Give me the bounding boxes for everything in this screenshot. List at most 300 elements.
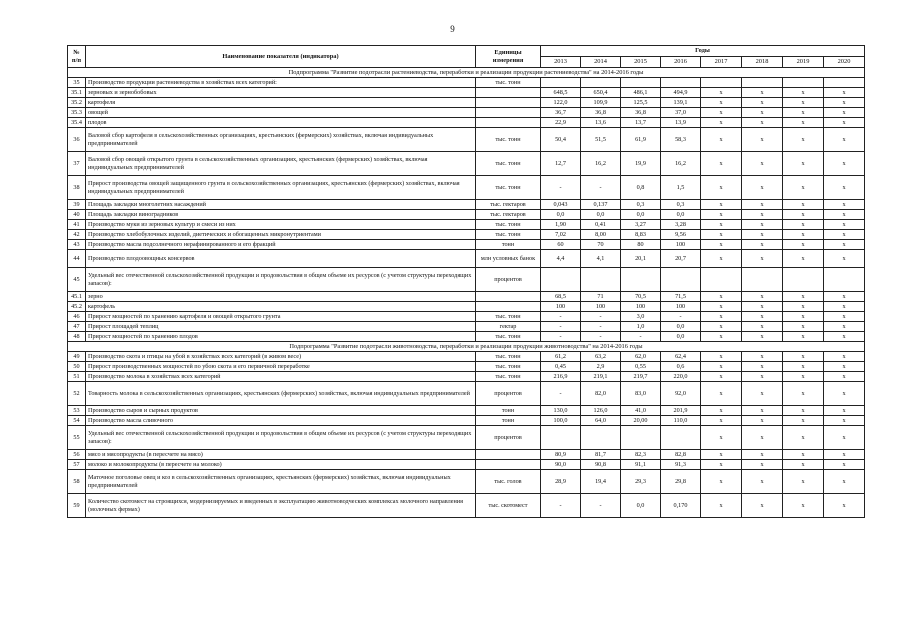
value-cell: 62,4 [661,352,701,362]
value-cell: x [742,372,783,382]
value-cell [783,78,824,88]
header-year: 2015 [621,57,661,68]
value-cell: 41,0 [621,406,661,416]
value-cell: 36,7 [541,108,581,118]
value-cell: x [824,362,865,372]
value-cell: 219,7 [621,372,661,382]
value-cell: x [783,352,824,362]
indicator-name: Производство муки из зерновых культур и смеси из них [86,220,476,230]
indicator-name: Производство продукции растениеводства в хозяйствах всех категорий: [86,78,476,88]
value-cell: 20,7 [661,250,701,268]
value-cell: 0,6 [661,362,701,372]
value-cell: 0,137 [581,200,621,210]
value-cell: x [701,200,742,210]
value-cell: 28,9 [541,470,581,494]
value-cell: 60 [541,240,581,250]
value-cell: x [824,470,865,494]
value-cell [742,78,783,88]
unit-cell [476,460,541,470]
value-cell: 126,0 [581,406,621,416]
unit-cell: тонн [476,406,541,416]
table-row [68,322,865,332]
indicator-name: Площадь закладки виноградников [86,210,476,220]
value-cell: x [824,332,865,342]
value-cell: 71,5 [661,292,701,302]
value-cell: - [541,176,581,200]
value-cell [541,78,581,88]
value-cell: 0,043 [541,200,581,210]
value-cell [661,268,701,292]
value-cell: x [701,152,742,176]
value-cell: x [701,220,742,230]
value-cell: - [661,312,701,322]
unit-cell: тыс. гектаров [476,210,541,220]
value-cell: 36,8 [581,108,621,118]
value-cell: 0,55 [621,362,661,372]
row-number: 50 [68,362,86,372]
value-cell: 110,0 [661,416,701,426]
header-year: 2017 [701,57,742,68]
value-cell: x [824,322,865,332]
row-number: 45.1 [68,292,86,302]
value-cell: x [742,352,783,362]
value-cell: 19,9 [621,152,661,176]
value-cell: 8,83 [621,230,661,240]
value-cell: - [621,332,661,342]
row-number: 57 [68,460,86,470]
table-row [68,372,865,382]
row-number: 52 [68,382,86,406]
value-cell: 100,0 [541,416,581,426]
unit-cell: тыс. тонн [476,332,541,342]
value-cell: x [701,240,742,250]
value-cell: x [701,460,742,470]
value-cell: 61,2 [541,352,581,362]
row-number: 55 [68,426,86,450]
value-cell: x [742,98,783,108]
indicator-name: Производство сыров и сырных продуктов [86,406,476,416]
value-cell: x [783,450,824,460]
value-cell: 29,8 [661,470,701,494]
table-row [68,108,865,118]
unit-cell: тыс. тонн [476,372,541,382]
row-number: 40 [68,210,86,220]
value-cell: x [742,152,783,176]
value-cell: 8,00 [581,230,621,240]
unit-cell [476,108,541,118]
value-cell: - [581,332,621,342]
value-cell: 100 [621,302,661,312]
value-cell: 100 [541,302,581,312]
row-number: 56 [68,450,86,460]
value-cell: x [701,88,742,98]
table-row [68,494,865,518]
value-cell: - [541,322,581,332]
unit-cell: млн условных банок [476,250,541,268]
value-cell: x [783,108,824,118]
value-cell: x [701,416,742,426]
table-row [68,78,865,88]
value-cell: 58,3 [661,128,701,152]
value-cell: x [701,372,742,382]
indicator-name: Площадь закладки многолетних насаждений [86,200,476,210]
value-cell: 0,45 [541,362,581,372]
value-cell: 0,0 [661,332,701,342]
value-cell: 20,00 [621,416,661,426]
value-cell: x [742,200,783,210]
table-row [68,240,865,250]
table-row [68,450,865,460]
row-number: 47 [68,322,86,332]
unit-cell: тыс. тонн [476,362,541,372]
value-cell: x [742,292,783,302]
unit-cell [476,98,541,108]
section-row [68,342,865,352]
header-year: 2018 [742,57,783,68]
indicator-name: плодов [86,118,476,128]
value-cell: 83,0 [621,382,661,406]
value-cell: x [701,128,742,152]
unit-cell: тыс. тонн [476,230,541,240]
value-cell: 37,0 [661,108,701,118]
unit-cell [476,302,541,312]
value-cell: x [701,176,742,200]
table-row [68,210,865,220]
value-cell: 3,0 [621,312,661,322]
value-cell [824,78,865,88]
value-cell: x [742,230,783,240]
table-row [68,118,865,128]
section-title: Подпрограмма "Развитие подотрасли животноводства, переработки и реализации продукции животноводства" на 2014-2016 годы [68,342,865,352]
value-cell: x [783,312,824,322]
table-row [68,406,865,416]
value-cell: 1,5 [661,176,701,200]
row-number: 35.2 [68,98,86,108]
value-cell: x [824,406,865,416]
value-cell: x [701,302,742,312]
value-cell: 7,02 [541,230,581,240]
value-cell: 139,1 [661,98,701,108]
value-cell: 3,27 [621,220,661,230]
value-cell: 71 [581,292,621,302]
value-cell: x [783,98,824,108]
indicator-name: Прирост производственных мощностей по убою скота и его первичной переработке [86,362,476,372]
indicator-name: Товарность молока в сельскохозяйственных организациях, крестьянских (фермерских) хозяйствах, включая индивидуальных предпринимателей [86,382,476,406]
table-row [68,152,865,176]
value-cell: x [824,312,865,322]
table-row [68,250,865,268]
value-cell: 3,28 [661,220,701,230]
value-cell: x [824,98,865,108]
value-cell: 109,9 [581,98,621,108]
value-cell: x [783,494,824,518]
value-cell: - [581,494,621,518]
value-cell: x [824,220,865,230]
row-number: 41 [68,220,86,230]
table-row [68,312,865,322]
value-cell: x [783,470,824,494]
value-cell: 82,8 [661,450,701,460]
value-cell: 80,9 [541,450,581,460]
value-cell: 125,5 [621,98,661,108]
value-cell: x [824,152,865,176]
value-cell: 13,6 [581,118,621,128]
indicator-name: Производство хлебобулочных изделий, диетических и обогащенных микронутриентами [86,230,476,240]
value-cell: 91,3 [661,460,701,470]
row-number: 54 [68,416,86,426]
value-cell: x [824,210,865,220]
unit-cell [476,88,541,98]
value-cell: x [783,220,824,230]
unit-cell: тонн [476,240,541,250]
value-cell: x [783,292,824,302]
value-cell [742,268,783,292]
value-cell: x [701,292,742,302]
indicators-table [67,45,865,518]
value-cell [661,78,701,88]
value-cell: 2,9 [581,362,621,372]
indicator-name: Прирост мощностей по хранению плодов [86,332,476,342]
value-cell: x [783,118,824,128]
value-cell: x [742,118,783,128]
value-cell: x [742,416,783,426]
indicator-name: Производство масла сливочного [86,416,476,426]
value-cell: x [742,312,783,322]
row-number: 51 [68,372,86,382]
value-cell [621,268,661,292]
indicator-name: зерновых и зернобобовых [86,88,476,98]
unit-cell: тыс. гектаров [476,200,541,210]
value-cell: - [541,312,581,322]
unit-cell: тыс. тонн [476,312,541,322]
value-cell: x [742,494,783,518]
value-cell: x [783,372,824,382]
value-cell: x [824,240,865,250]
value-cell: x [824,292,865,302]
value-cell: x [742,108,783,118]
header-year: 2020 [824,57,865,68]
value-cell: x [742,210,783,220]
table-row [68,460,865,470]
value-cell: 0,41 [581,220,621,230]
value-cell: 22,9 [541,118,581,128]
header-year: 2014 [581,57,621,68]
row-number: 59 [68,494,86,518]
value-cell [581,78,621,88]
value-cell: 494,9 [661,88,701,98]
indicator-name: Производство скота и птицы на убой в хозяйствах всех категорий (в живом весе) [86,352,476,362]
value-cell: 70,5 [621,292,661,302]
indicator-name: овощей [86,108,476,118]
unit-cell: гектар [476,322,541,332]
value-cell: 68,5 [541,292,581,302]
unit-cell [476,292,541,302]
value-cell: - [581,322,621,332]
value-cell: x [701,406,742,416]
unit-cell: тыс. тонн [476,220,541,230]
value-cell [783,268,824,292]
value-cell: - [541,332,581,342]
value-cell: x [701,494,742,518]
table-row [68,416,865,426]
value-cell: 216,9 [541,372,581,382]
value-cell: 90,8 [581,460,621,470]
value-cell: 0,0 [541,210,581,220]
value-cell: - [581,176,621,200]
value-cell: 81,7 [581,450,621,460]
value-cell: 13,9 [661,118,701,128]
value-cell: - [541,382,581,406]
value-cell: 61,9 [621,128,661,152]
value-cell: 19,4 [581,470,621,494]
header-year: 2016 [661,57,701,68]
value-cell: 122,0 [541,98,581,108]
row-number: 49 [68,352,86,362]
value-cell: x [824,382,865,406]
value-cell: 201,9 [661,406,701,416]
value-cell: x [701,352,742,362]
section-row [68,68,865,78]
indicator-name: Прирост производства овощей защищенного грунта в сельскохозяйственных организациях, крестьянских (фермерских) хозяйствах, включая индивидуальных предпринимателей [86,176,476,200]
row-number: 37 [68,152,86,176]
unit-cell [476,450,541,460]
indicator-name: Маточное поголовье овец и коз в сельскохозяйственных организациях, крестьянских (фермерских) хозяйствах, включая индивидуальных предпринимателей [86,470,476,494]
value-cell: 82,3 [621,450,661,460]
page-number: 9 [450,24,455,34]
unit-cell: процентов [476,268,541,292]
value-cell: x [824,88,865,98]
value-cell: x [701,108,742,118]
value-cell: 0,3 [621,200,661,210]
table-row [68,352,865,362]
indicator-name: Валовой сбор овощей открытого грунта в сельскохозяйственных организациях, крестьянских (фермерских) хозяйствах, включая индивидуальных предпринимателей [86,152,476,176]
value-cell: x [742,406,783,416]
value-cell [701,78,742,88]
value-cell: 0,0 [661,210,701,220]
table-row [68,176,865,200]
row-number: 48 [68,332,86,342]
value-cell: x [701,250,742,268]
value-cell [621,426,661,450]
value-cell: 4,4 [541,250,581,268]
value-cell: x [701,332,742,342]
value-cell: x [824,416,865,426]
value-cell: x [783,176,824,200]
indicator-name: Валовой сбор картофеля в сельскохозяйственных организациях, крестьянских (фермерских) хозяйствах, включая индивидуальных предпринимателей [86,128,476,152]
value-cell: x [824,460,865,470]
value-cell: 20,1 [621,250,661,268]
indicator-name: молоко и молокопродукты (в пересчете на молоко) [86,460,476,470]
value-cell: 0,8 [621,176,661,200]
value-cell: x [824,128,865,152]
value-cell: 82,0 [581,382,621,406]
value-cell [541,426,581,450]
value-cell: x [742,88,783,98]
value-cell: 9,56 [661,230,701,240]
value-cell: x [824,450,865,460]
table-row [68,292,865,302]
value-cell: x [742,128,783,152]
value-cell [661,426,701,450]
value-cell: x [742,176,783,200]
indicator-name: Производство молока в хозяйствах всех категорий [86,372,476,382]
value-cell: x [742,450,783,460]
row-number: 43 [68,240,86,250]
header-years: Годы [541,46,865,57]
unit-cell: тыс. скотомест [476,494,541,518]
table-row [68,426,865,450]
value-cell: x [701,312,742,322]
indicator-name: Прирост площадей теплиц [86,322,476,332]
value-cell [701,268,742,292]
indicator-name: Удельный вес отечественной сельскохозяйственной продукции и продовольствия в общем объеме их ресурсов (с учетом структуры переходящих запасов): [86,268,476,292]
row-number: 36 [68,128,86,152]
value-cell: x [783,426,824,450]
value-cell: 64,0 [581,416,621,426]
value-cell: x [742,426,783,450]
value-cell: x [783,416,824,426]
value-cell: x [742,382,783,406]
value-cell: x [742,220,783,230]
value-cell: x [701,210,742,220]
indicator-name: Удельный вес отечественной сельскохозяйственной продукции и продовольствия в общем объеме их ресурсов (с учетом структуры переходящих запасов): [86,426,476,450]
row-number: 35.1 [68,88,86,98]
indicator-name: Прирост мощностей по хранению картофеля и овощей открытого грунта [86,312,476,322]
indicator-name: картофеля [86,98,476,108]
value-cell: 0,0 [621,494,661,518]
value-cell [541,268,581,292]
value-cell: x [783,210,824,220]
indicator-name: Производство масла подсолнечного нерафинированного и его фракций [86,240,476,250]
value-cell: 486,1 [621,88,661,98]
row-number: 45 [68,268,86,292]
indicator-name: Количество скотомест на строящихся, модернизируемых и введенных в эксплуатацию животноводческих комплексах молочного направления (молочных фермах) [86,494,476,518]
value-cell: 100 [661,302,701,312]
row-number: 53 [68,406,86,416]
value-cell: x [824,200,865,210]
table-row [68,332,865,342]
value-cell: 4,1 [581,250,621,268]
row-number: 58 [68,470,86,494]
value-cell: x [701,322,742,332]
value-cell [581,268,621,292]
value-cell: x [742,332,783,342]
unit-cell: тыс. тонн [476,176,541,200]
value-cell: x [783,200,824,210]
section-title: Подпрограмма "Развитие подотрасли растениеводства, переработки и реализации продукции растениеводства" на 2014-2016 годы [68,68,865,78]
value-cell: x [783,406,824,416]
indicator-name: мясо и мясопродукты (в пересчете на мясо) [86,450,476,460]
value-cell [581,426,621,450]
value-cell: x [824,230,865,240]
value-cell: x [742,250,783,268]
header-num: № п/п [68,46,86,68]
value-cell: x [824,352,865,362]
value-cell: 13,7 [621,118,661,128]
table-row [68,230,865,240]
indicator-name: зерно [86,292,476,302]
value-cell: x [742,240,783,250]
table-row [68,200,865,210]
value-cell: x [824,250,865,268]
value-cell: x [824,176,865,200]
value-cell: x [701,362,742,372]
table-row [68,362,865,372]
table-row [68,268,865,292]
value-cell: x [783,322,824,332]
value-cell: 648,5 [541,88,581,98]
value-cell: 50,4 [541,128,581,152]
